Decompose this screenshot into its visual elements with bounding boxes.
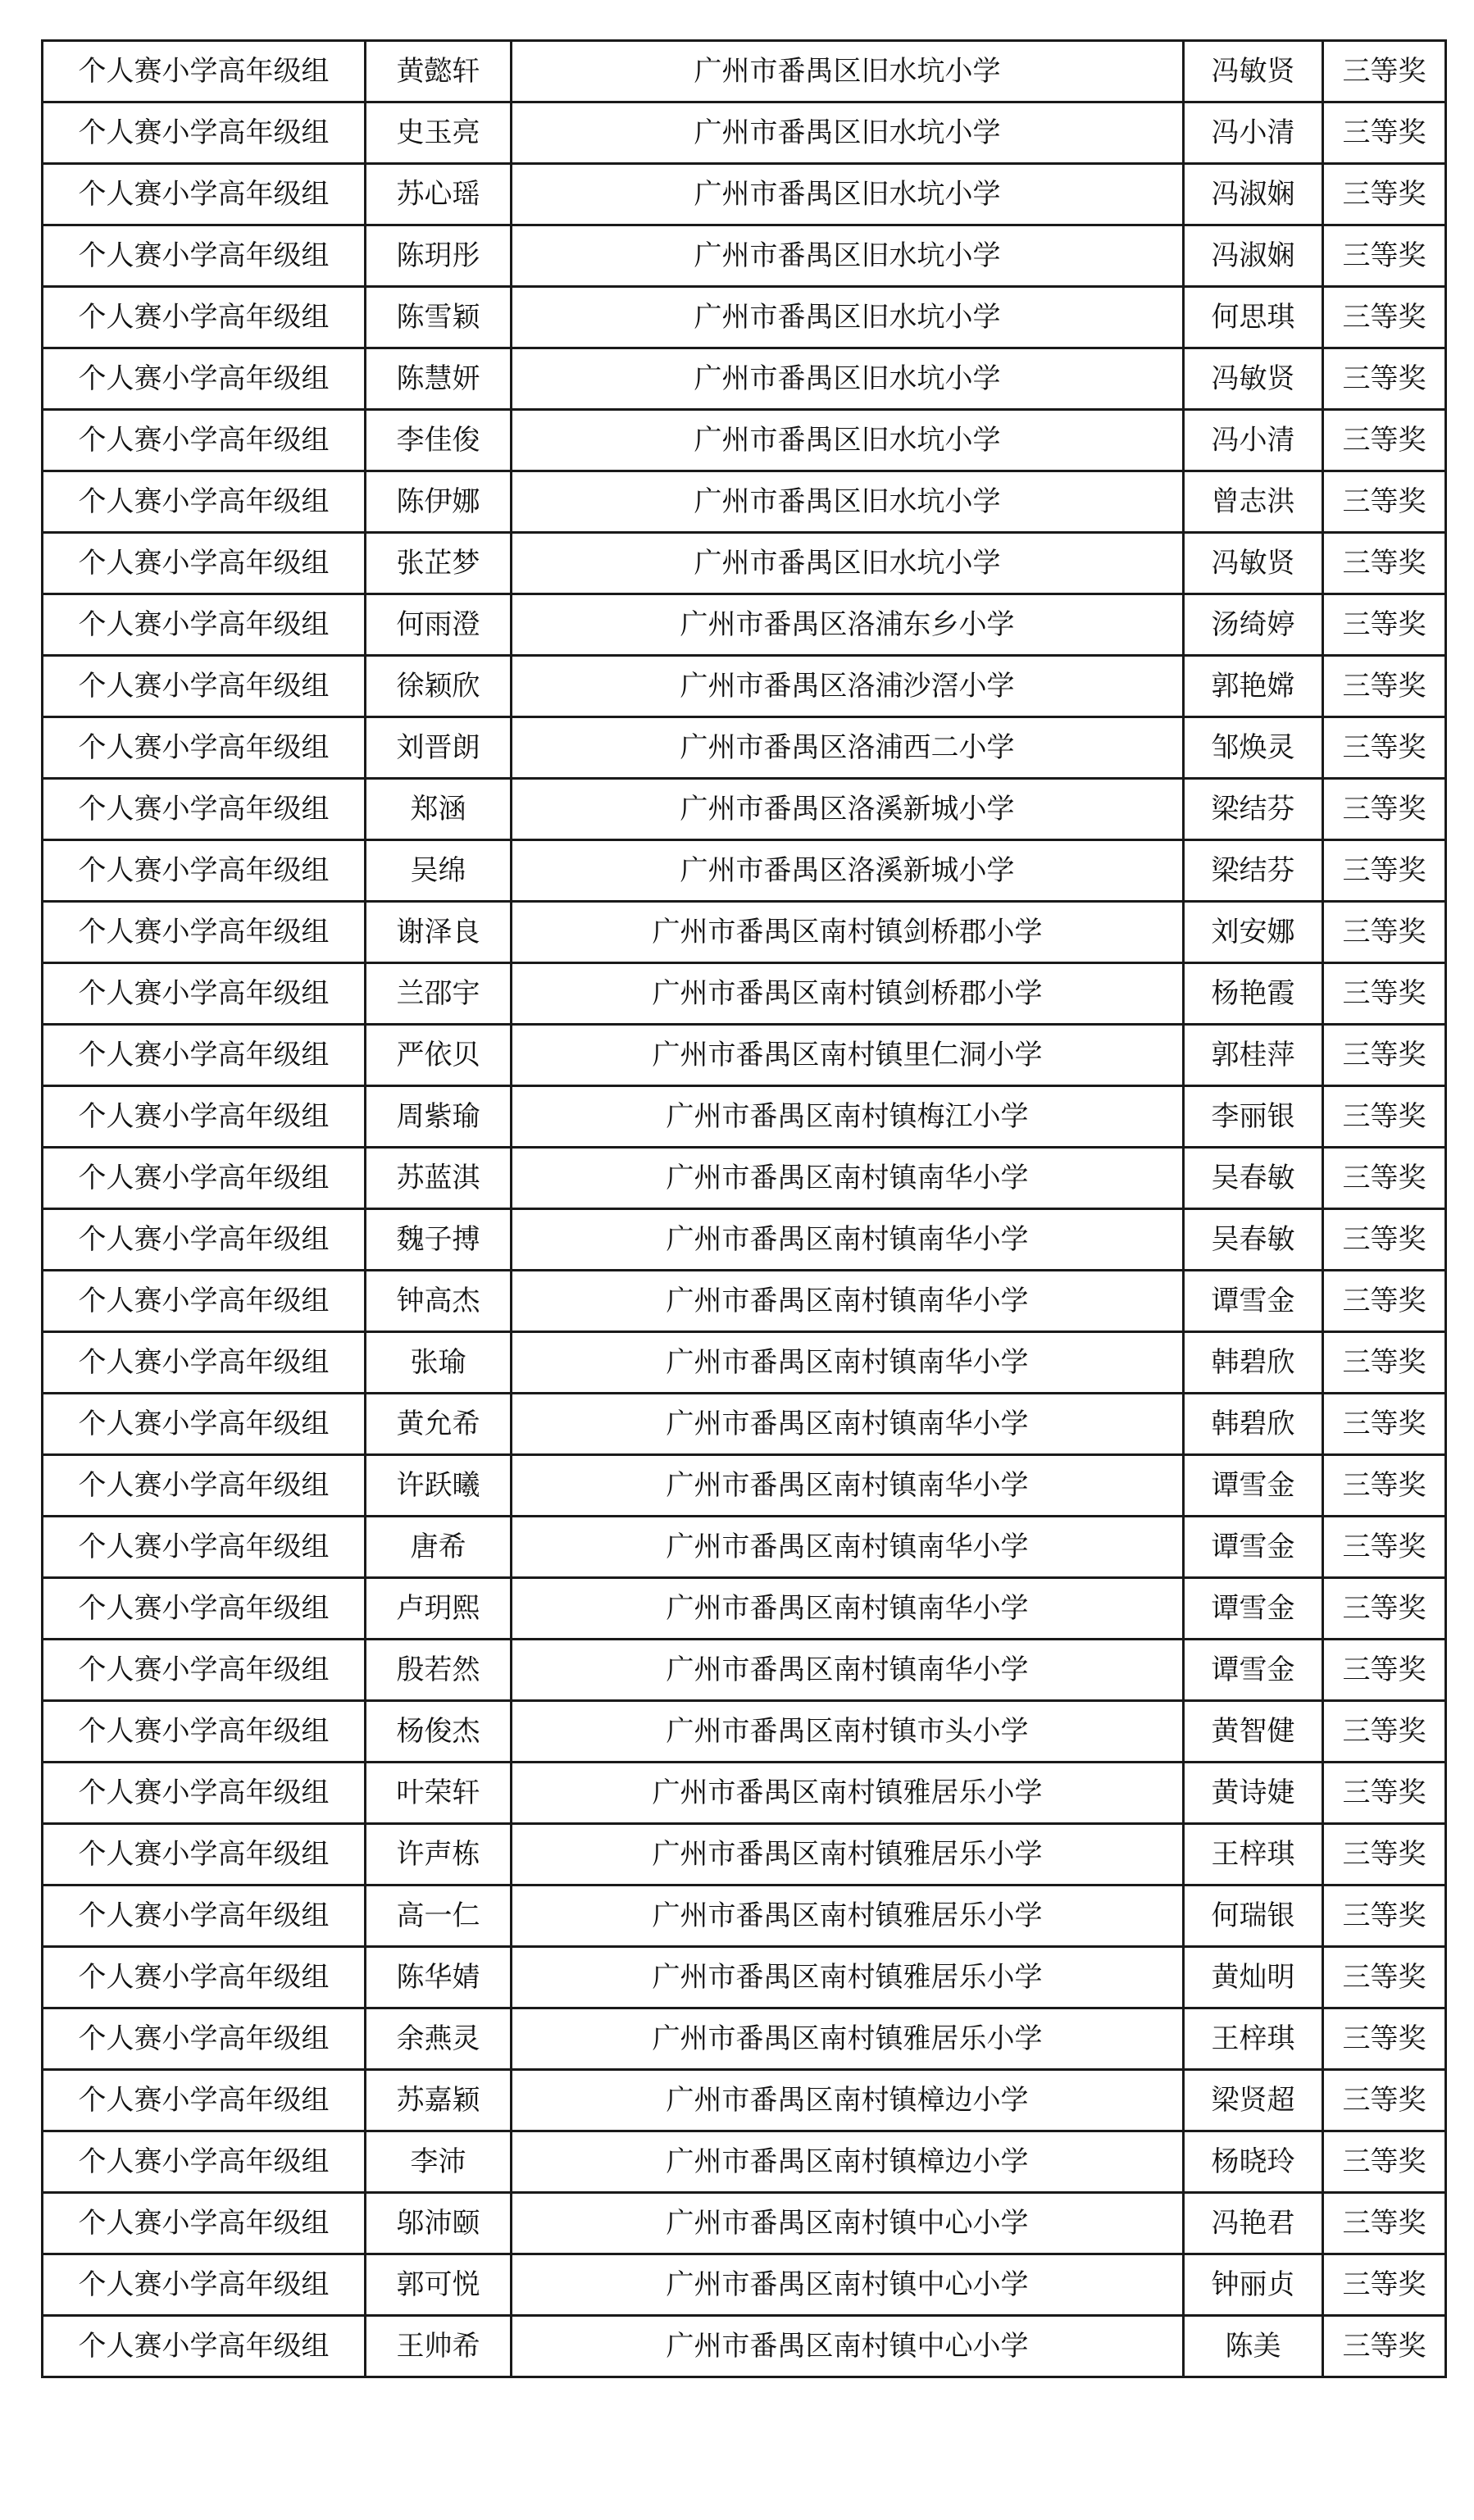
school-cell: 广州市番禺区南村镇樟边小学 <box>512 2070 1184 2131</box>
table-row <box>43 1025 1446 1086</box>
student-name-cell: 刘晋朗 <box>366 717 512 779</box>
student-name-cell: 郑涵 <box>366 779 512 840</box>
table-row <box>43 2008 1446 2070</box>
teacher-cell: 谭雪金 <box>1184 1455 1323 1517</box>
teacher-cell: 梁结芬 <box>1184 779 1323 840</box>
category-cell: 个人赛小学高年级组 <box>43 1394 366 1455</box>
award-cell: 三等奖 <box>1323 2070 1446 2131</box>
table-row <box>43 1148 1446 1209</box>
category-cell: 个人赛小学高年级组 <box>43 225 366 287</box>
table-row <box>43 287 1446 348</box>
school-cell: 广州市番禺区南村镇南华小学 <box>512 1209 1184 1271</box>
table-row <box>43 225 1446 287</box>
category-cell: 个人赛小学高年级组 <box>43 471 366 533</box>
award-cell: 三等奖 <box>1323 2131 1446 2193</box>
award-cell: 三等奖 <box>1323 41 1446 102</box>
table-row <box>43 2254 1446 2316</box>
school-cell: 广州市番禺区南村镇南华小学 <box>512 1517 1184 1578</box>
award-cell: 三等奖 <box>1323 1271 1446 1332</box>
category-cell: 个人赛小学高年级组 <box>43 2193 366 2254</box>
school-cell: 广州市番禺区旧水坑小学 <box>512 471 1184 533</box>
school-cell: 广州市番禺区南村镇樟边小学 <box>512 2131 1184 2193</box>
table-row <box>43 1763 1446 1824</box>
table-row <box>43 594 1446 656</box>
award-cell: 三等奖 <box>1323 2254 1446 2316</box>
category-cell: 个人赛小学高年级组 <box>43 102 366 164</box>
award-cell: 三等奖 <box>1323 287 1446 348</box>
table-row <box>43 348 1446 410</box>
school-cell: 广州市番禺区南村镇南华小学 <box>512 1455 1184 1517</box>
award-cell: 三等奖 <box>1323 410 1446 471</box>
teacher-cell: 梁贤超 <box>1184 2070 1323 2131</box>
table-row <box>43 1271 1446 1332</box>
award-cell: 三等奖 <box>1323 1455 1446 1517</box>
student-name-cell: 陈雪颖 <box>366 287 512 348</box>
teacher-cell: 王梓琪 <box>1184 1824 1323 1885</box>
award-cell: 三等奖 <box>1323 656 1446 717</box>
category-cell: 个人赛小学高年级组 <box>43 348 366 410</box>
award-cell: 三等奖 <box>1323 348 1446 410</box>
student-name-cell: 许声栋 <box>366 1824 512 1885</box>
table-row <box>43 102 1446 164</box>
category-cell: 个人赛小学高年级组 <box>43 902 366 963</box>
teacher-cell: 冯小清 <box>1184 410 1323 471</box>
category-cell: 个人赛小学高年级组 <box>43 963 366 1025</box>
teacher-cell: 谭雪金 <box>1184 1640 1323 1701</box>
table-row <box>43 717 1446 779</box>
category-cell: 个人赛小学高年级组 <box>43 1824 366 1885</box>
table-row <box>43 902 1446 963</box>
award-cell: 三等奖 <box>1323 225 1446 287</box>
category-cell: 个人赛小学高年级组 <box>43 779 366 840</box>
student-name-cell: 李沛 <box>366 2131 512 2193</box>
award-cell: 三等奖 <box>1323 840 1446 902</box>
table-row <box>43 533 1446 594</box>
table-row <box>43 1885 1446 1947</box>
student-name-cell: 魏子搏 <box>366 1209 512 1271</box>
award-table-body <box>43 41 1446 2377</box>
student-name-cell: 吴绵 <box>366 840 512 902</box>
student-name-cell: 郭可悦 <box>366 2254 512 2316</box>
table-row <box>43 1455 1446 1517</box>
table-row <box>43 410 1446 471</box>
student-name-cell: 苏心瑶 <box>366 164 512 225</box>
school-cell: 广州市番禺区南村镇南华小学 <box>512 1271 1184 1332</box>
award-table <box>41 39 1447 2378</box>
category-cell: 个人赛小学高年级组 <box>43 1517 366 1578</box>
school-cell: 广州市番禺区南村镇雅居乐小学 <box>512 1885 1184 1947</box>
student-name-cell: 苏嘉颖 <box>366 2070 512 2131</box>
teacher-cell: 钟丽贞 <box>1184 2254 1323 2316</box>
award-cell: 三等奖 <box>1323 1824 1446 1885</box>
school-cell: 广州市番禺区洛浦东乡小学 <box>512 594 1184 656</box>
category-cell: 个人赛小学高年级组 <box>43 1148 366 1209</box>
school-cell: 广州市番禺区南村镇中心小学 <box>512 2316 1184 2377</box>
category-cell: 个人赛小学高年级组 <box>43 1332 366 1394</box>
award-cell: 三等奖 <box>1323 164 1446 225</box>
award-cell: 三等奖 <box>1323 2008 1446 2070</box>
school-cell: 广州市番禺区南村镇中心小学 <box>512 2254 1184 2316</box>
student-name-cell: 殷若然 <box>366 1640 512 1701</box>
award-cell: 三等奖 <box>1323 533 1446 594</box>
school-cell: 广州市番禺区洛浦西二小学 <box>512 717 1184 779</box>
teacher-cell: 冯敏贤 <box>1184 533 1323 594</box>
student-name-cell: 卢玥熙 <box>366 1578 512 1640</box>
table-row <box>43 1517 1446 1578</box>
category-cell: 个人赛小学高年级组 <box>43 1885 366 1947</box>
table-row <box>43 1947 1446 2008</box>
student-name-cell: 陈玥彤 <box>366 225 512 287</box>
table-row <box>43 41 1446 102</box>
category-cell: 个人赛小学高年级组 <box>43 717 366 779</box>
student-name-cell: 何雨澄 <box>366 594 512 656</box>
teacher-cell: 吴春敏 <box>1184 1209 1323 1271</box>
student-name-cell: 钟高杰 <box>366 1271 512 1332</box>
school-cell: 广州市番禺区南村镇南华小学 <box>512 1640 1184 1701</box>
teacher-cell: 李丽银 <box>1184 1086 1323 1148</box>
teacher-cell: 王梓琪 <box>1184 2008 1323 2070</box>
category-cell: 个人赛小学高年级组 <box>43 1455 366 1517</box>
award-cell: 三等奖 <box>1323 1885 1446 1947</box>
teacher-cell: 刘安娜 <box>1184 902 1323 963</box>
school-cell: 广州市番禺区南村镇雅居乐小学 <box>512 1947 1184 2008</box>
award-cell: 三等奖 <box>1323 1086 1446 1148</box>
table-row <box>43 164 1446 225</box>
teacher-cell: 邹焕灵 <box>1184 717 1323 779</box>
category-cell: 个人赛小学高年级组 <box>43 1701 366 1763</box>
student-name-cell: 陈伊娜 <box>366 471 512 533</box>
student-name-cell: 黄允希 <box>366 1394 512 1455</box>
teacher-cell: 冯淑娴 <box>1184 225 1323 287</box>
school-cell: 广州市番禺区旧水坑小学 <box>512 533 1184 594</box>
award-cell: 三等奖 <box>1323 1640 1446 1701</box>
award-cell: 三等奖 <box>1323 2193 1446 2254</box>
category-cell: 个人赛小学高年级组 <box>43 164 366 225</box>
teacher-cell: 谭雪金 <box>1184 1578 1323 1640</box>
table-row <box>43 471 1446 533</box>
table-row <box>43 779 1446 840</box>
school-cell: 广州市番禺区南村镇雅居乐小学 <box>512 1763 1184 1824</box>
student-name-cell: 邬沛颐 <box>366 2193 512 2254</box>
table-row <box>43 2316 1446 2377</box>
student-name-cell: 黄懿轩 <box>366 41 512 102</box>
award-cell: 三等奖 <box>1323 1947 1446 2008</box>
school-cell: 广州市番禺区南村镇雅居乐小学 <box>512 2008 1184 2070</box>
student-name-cell: 陈慧妍 <box>366 348 512 410</box>
student-name-cell: 兰邵宇 <box>366 963 512 1025</box>
category-cell: 个人赛小学高年级组 <box>43 1025 366 1086</box>
student-name-cell: 徐颖欣 <box>366 656 512 717</box>
teacher-cell: 陈美 <box>1184 2316 1323 2377</box>
teacher-cell: 杨晓玲 <box>1184 2131 1323 2193</box>
award-cell: 三等奖 <box>1323 1148 1446 1209</box>
teacher-cell: 何瑞银 <box>1184 1885 1323 1947</box>
award-cell: 三等奖 <box>1323 1517 1446 1578</box>
student-name-cell: 高一仁 <box>366 1885 512 1947</box>
school-cell: 广州市番禺区旧水坑小学 <box>512 41 1184 102</box>
teacher-cell: 郭桂萍 <box>1184 1025 1323 1086</box>
teacher-cell: 黄诗婕 <box>1184 1763 1323 1824</box>
student-name-cell: 陈华婧 <box>366 1947 512 2008</box>
school-cell: 广州市番禺区南村镇南华小学 <box>512 1332 1184 1394</box>
table-row <box>43 2070 1446 2131</box>
table-row <box>43 1701 1446 1763</box>
category-cell: 个人赛小学高年级组 <box>43 41 366 102</box>
school-cell: 广州市番禺区南村镇市头小学 <box>512 1701 1184 1763</box>
school-cell: 广州市番禺区旧水坑小学 <box>512 287 1184 348</box>
teacher-cell: 吴春敏 <box>1184 1148 1323 1209</box>
student-name-cell: 苏蓝淇 <box>366 1148 512 1209</box>
school-cell: 广州市番禺区南村镇剑桥郡小学 <box>512 902 1184 963</box>
category-cell: 个人赛小学高年级组 <box>43 2254 366 2316</box>
award-cell: 三等奖 <box>1323 1209 1446 1271</box>
teacher-cell: 黄智健 <box>1184 1701 1323 1763</box>
award-cell: 三等奖 <box>1323 902 1446 963</box>
student-name-cell: 许跃曦 <box>366 1455 512 1517</box>
school-cell: 广州市番禺区南村镇南华小学 <box>512 1394 1184 1455</box>
category-cell: 个人赛小学高年级组 <box>43 1578 366 1640</box>
award-cell: 三等奖 <box>1323 1763 1446 1824</box>
teacher-cell: 杨艳霞 <box>1184 963 1323 1025</box>
award-cell: 三等奖 <box>1323 779 1446 840</box>
award-cell: 三等奖 <box>1323 102 1446 164</box>
school-cell: 广州市番禺区南村镇南华小学 <box>512 1578 1184 1640</box>
table-row <box>43 1086 1446 1148</box>
teacher-cell: 冯艳君 <box>1184 2193 1323 2254</box>
award-cell: 三等奖 <box>1323 1025 1446 1086</box>
school-cell: 广州市番禺区洛溪新城小学 <box>512 840 1184 902</box>
category-cell: 个人赛小学高年级组 <box>43 287 366 348</box>
teacher-cell: 韩碧欣 <box>1184 1332 1323 1394</box>
student-name-cell: 张瑜 <box>366 1332 512 1394</box>
category-cell: 个人赛小学高年级组 <box>43 410 366 471</box>
student-name-cell: 李佳俊 <box>366 410 512 471</box>
table-row <box>43 2131 1446 2193</box>
award-cell: 三等奖 <box>1323 1578 1446 1640</box>
table-row <box>43 963 1446 1025</box>
teacher-cell: 冯淑娴 <box>1184 164 1323 225</box>
school-cell: 广州市番禺区南村镇中心小学 <box>512 2193 1184 2254</box>
student-name-cell: 唐希 <box>366 1517 512 1578</box>
school-cell: 广州市番禺区旧水坑小学 <box>512 410 1184 471</box>
school-cell: 广州市番禺区南村镇里仁洞小学 <box>512 1025 1184 1086</box>
student-name-cell: 严依贝 <box>366 1025 512 1086</box>
table-row <box>43 1332 1446 1394</box>
teacher-cell: 郭艳嫦 <box>1184 656 1323 717</box>
teacher-cell: 黄灿明 <box>1184 1947 1323 2008</box>
category-cell: 个人赛小学高年级组 <box>43 2008 366 2070</box>
school-cell: 广州市番禺区旧水坑小学 <box>512 348 1184 410</box>
student-name-cell: 余燕灵 <box>366 2008 512 2070</box>
award-cell: 三等奖 <box>1323 2316 1446 2377</box>
school-cell: 广州市番禺区南村镇梅江小学 <box>512 1086 1184 1148</box>
category-cell: 个人赛小学高年级组 <box>43 1947 366 2008</box>
teacher-cell: 谭雪金 <box>1184 1517 1323 1578</box>
category-cell: 个人赛小学高年级组 <box>43 1086 366 1148</box>
category-cell: 个人赛小学高年级组 <box>43 2131 366 2193</box>
school-cell: 广州市番禺区洛溪新城小学 <box>512 779 1184 840</box>
teacher-cell: 汤绮婷 <box>1184 594 1323 656</box>
category-cell: 个人赛小学高年级组 <box>43 656 366 717</box>
category-cell: 个人赛小学高年级组 <box>43 533 366 594</box>
table-row <box>43 656 1446 717</box>
school-cell: 广州市番禺区洛浦沙滘小学 <box>512 656 1184 717</box>
teacher-cell: 冯敏贤 <box>1184 348 1323 410</box>
table-row <box>43 1394 1446 1455</box>
category-cell: 个人赛小学高年级组 <box>43 2070 366 2131</box>
teacher-cell: 冯小清 <box>1184 102 1323 164</box>
award-cell: 三等奖 <box>1323 1332 1446 1394</box>
award-cell: 三等奖 <box>1323 1701 1446 1763</box>
school-cell: 广州市番禺区旧水坑小学 <box>512 225 1184 287</box>
teacher-cell: 冯敏贤 <box>1184 41 1323 102</box>
category-cell: 个人赛小学高年级组 <box>43 1271 366 1332</box>
award-cell: 三等奖 <box>1323 1394 1446 1455</box>
teacher-cell: 曾志洪 <box>1184 471 1323 533</box>
category-cell: 个人赛小学高年级组 <box>43 840 366 902</box>
student-name-cell: 张芷梦 <box>366 533 512 594</box>
category-cell: 个人赛小学高年级组 <box>43 1209 366 1271</box>
table-row <box>43 1640 1446 1701</box>
school-cell: 广州市番禺区南村镇剑桥郡小学 <box>512 963 1184 1025</box>
student-name-cell: 史玉亮 <box>366 102 512 164</box>
award-cell: 三等奖 <box>1323 963 1446 1025</box>
school-cell: 广州市番禺区旧水坑小学 <box>512 102 1184 164</box>
table-row <box>43 840 1446 902</box>
award-cell: 三等奖 <box>1323 594 1446 656</box>
table-row <box>43 1209 1446 1271</box>
category-cell: 个人赛小学高年级组 <box>43 1763 366 1824</box>
award-cell: 三等奖 <box>1323 717 1446 779</box>
school-cell: 广州市番禺区南村镇南华小学 <box>512 1148 1184 1209</box>
school-cell: 广州市番禺区南村镇雅居乐小学 <box>512 1824 1184 1885</box>
table-row <box>43 1824 1446 1885</box>
teacher-cell: 韩碧欣 <box>1184 1394 1323 1455</box>
teacher-cell: 何思琪 <box>1184 287 1323 348</box>
student-name-cell: 王帅希 <box>366 2316 512 2377</box>
student-name-cell: 叶荣轩 <box>366 1763 512 1824</box>
teacher-cell: 谭雪金 <box>1184 1271 1323 1332</box>
table-row <box>43 2193 1446 2254</box>
category-cell: 个人赛小学高年级组 <box>43 2316 366 2377</box>
student-name-cell: 周紫瑜 <box>366 1086 512 1148</box>
teacher-cell: 梁结芬 <box>1184 840 1323 902</box>
category-cell: 个人赛小学高年级组 <box>43 1640 366 1701</box>
table-row <box>43 1578 1446 1640</box>
student-name-cell: 谢泽良 <box>366 902 512 963</box>
student-name-cell: 杨俊杰 <box>366 1701 512 1763</box>
school-cell: 广州市番禺区旧水坑小学 <box>512 164 1184 225</box>
award-cell: 三等奖 <box>1323 471 1446 533</box>
category-cell: 个人赛小学高年级组 <box>43 594 366 656</box>
